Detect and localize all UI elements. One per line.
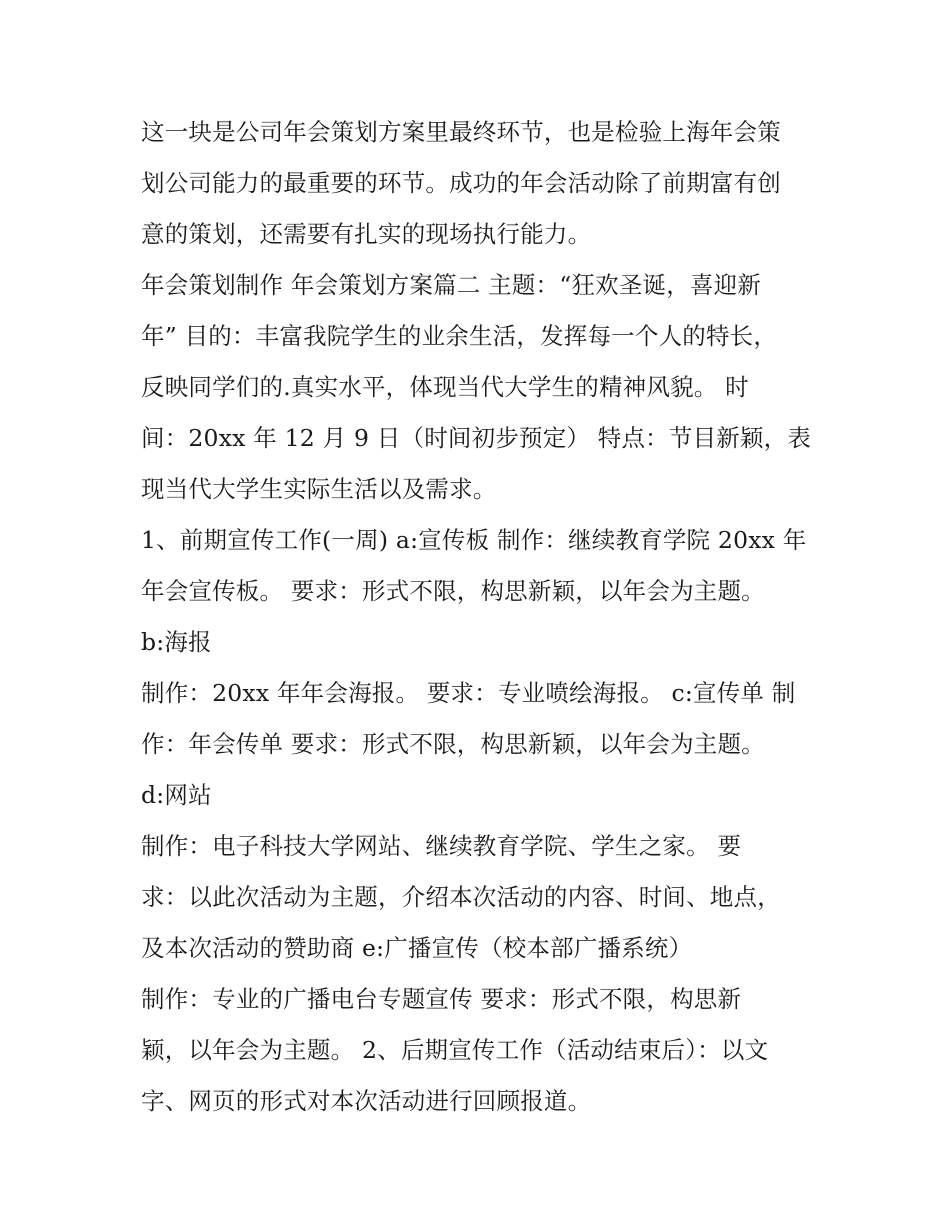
text-line: 求：以此次活动为主题，介绍本次活动的内容、时间、地点， — [141, 883, 781, 911]
text-line: 颖，以年会为主题。 2、后期宣传工作（活动结束后）：以文 — [141, 1036, 769, 1064]
text-line: 制作：20xx 年年会海报。 要求：专业喷绘海报。 c:宣传单 制 — [141, 679, 796, 707]
text-line: 1、前期宣传工作(一周) a:宣传板 制作：继续教育学院 20xx 年 — [141, 526, 807, 554]
text-line: 作：年会传单 要求：形式不限，构思新颖，以年会为主题。 — [141, 730, 765, 758]
text-line: 这一块是公司年会策划方案里最终环节，也是检验上海年会策 — [141, 118, 781, 146]
text-line: 现当代大学生实际生活以及需求。 — [141, 475, 497, 503]
text-line: 字、网页的形式对本次活动进行回顾报道。 — [141, 1087, 592, 1115]
text-line: d:网站 — [141, 781, 212, 809]
text-line: 年” 目的：丰富我院学生的业余生活，发挥每一个人的特长， — [141, 322, 778, 350]
text-line: 反映同学们的.真实水平，体现当代大学生的精神风貌。 时 — [141, 373, 749, 401]
text-line: b:海报 — [141, 628, 212, 656]
text-line: 及本次活动的赞助商 e:广播宣传（校本部广播系统） — [141, 934, 693, 962]
text-line: 划公司能力的最重要的环节。成功的年会活动除了前期富有创 — [141, 169, 781, 197]
text-line: 制作：专业的广播电台专题宣传 要求：形式不限，构思新 — [141, 985, 742, 1013]
text-line: 间：20xx 年 12 月 9 日（时间初步预定） 特点：节目新颖，表 — [141, 424, 812, 452]
text-line: 年会宣传板。 要求：形式不限，构思新颖，以年会为主题。 — [141, 577, 765, 605]
document-body — [141, 107, 821, 1127]
text-line: 意的策划，还需要有扎实的现场执行能力。 — [141, 220, 592, 248]
text-line: 制作：电子科技大学网站、继续教育学院、学生之家。 要 — [141, 832, 742, 860]
text-line: 年会策划制作 年会策划方案篇二 主题：“狂欢圣诞，喜迎新 — [141, 271, 762, 299]
